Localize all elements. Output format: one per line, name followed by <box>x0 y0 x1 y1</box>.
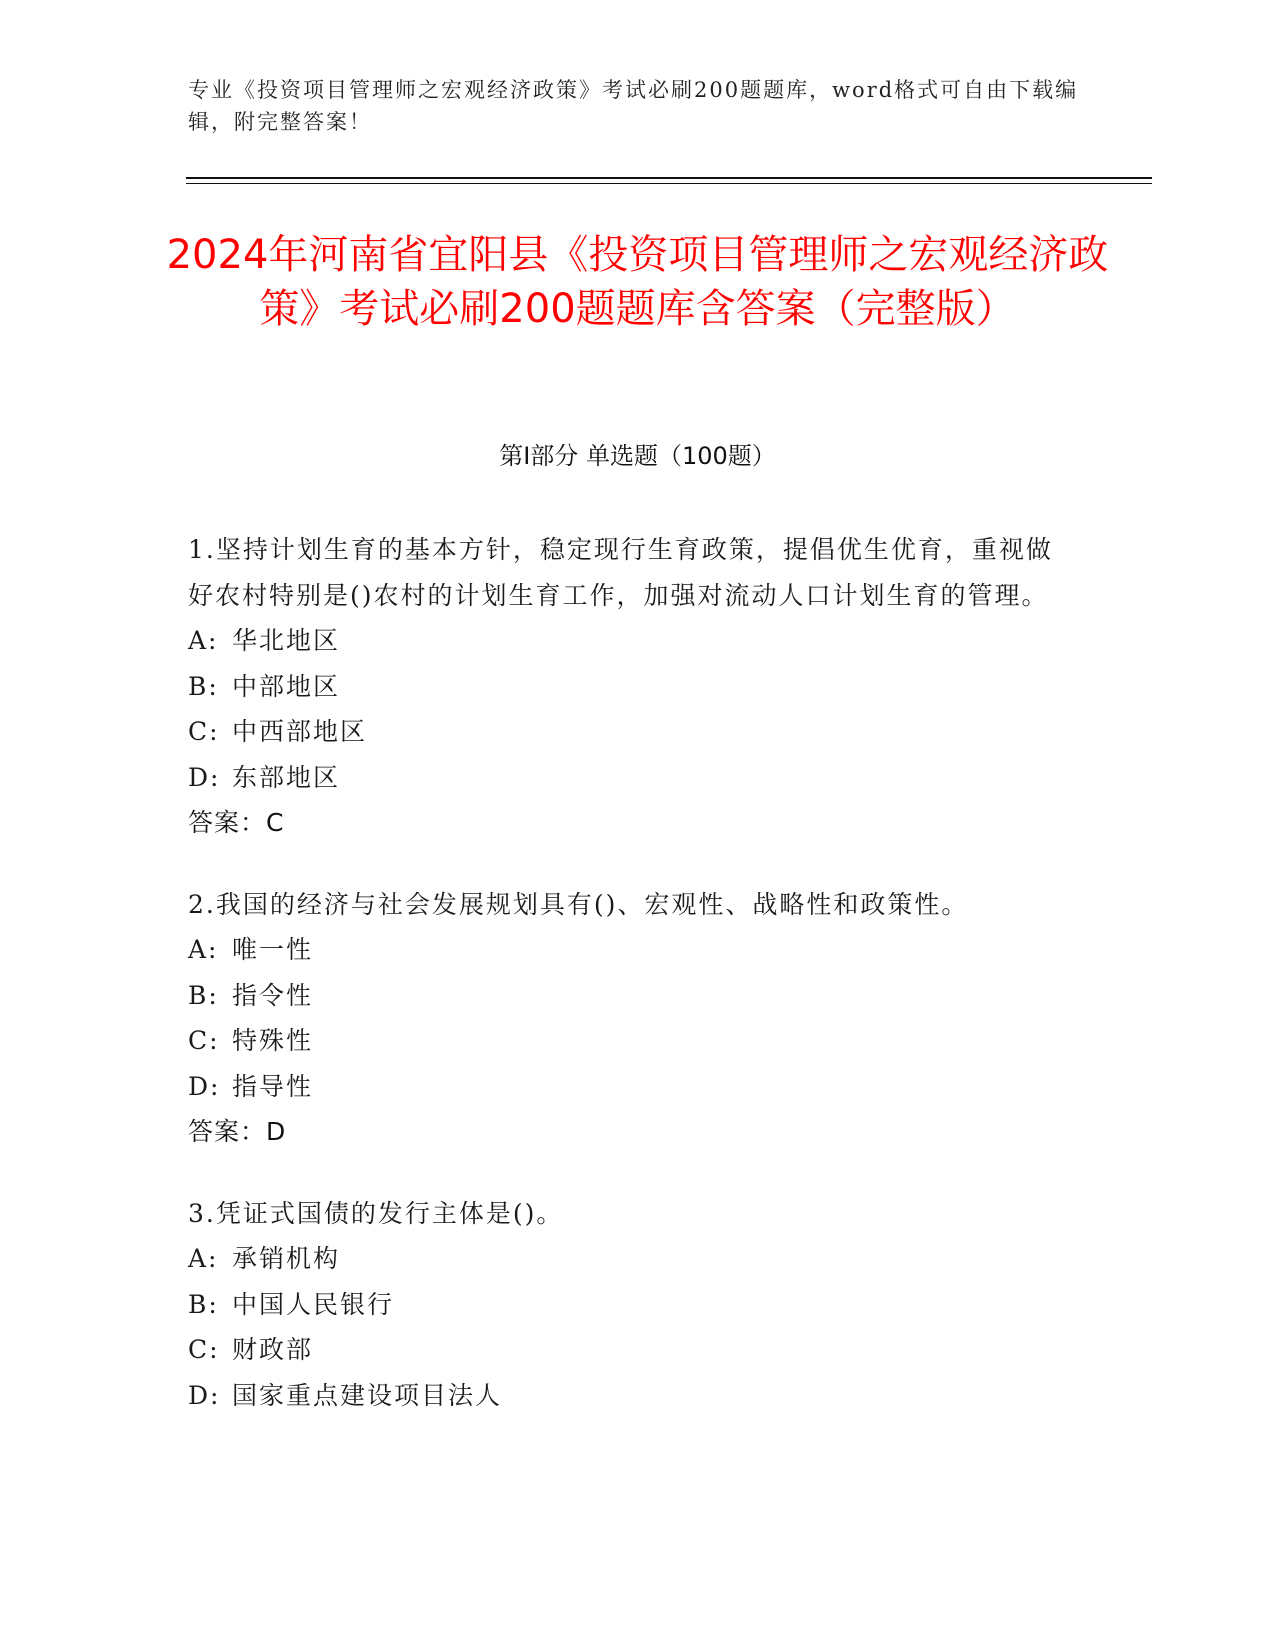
header-rule-thin <box>186 183 1152 184</box>
option-a <box>188 618 1068 664</box>
question-text: 3.凭证式国债的发行主体是()。 <box>188 1198 564 1228</box>
option-c <box>188 709 1068 755</box>
option-text: 承销机构 <box>232 1244 341 1273</box>
option-d <box>188 755 1068 801</box>
option-letter: A: <box>188 626 219 655</box>
option-letter: B: <box>188 1289 219 1319</box>
option-letter: C: <box>188 717 220 746</box>
option-letter: B: <box>188 980 219 1010</box>
question-text: 1.坚持计划生育的基本方针，稳定现行生育政策，提倡优生优育，重视做好农村特别是()农村的计划生育工作，加强对流动人口计划生育的管理。 <box>188 535 1053 610</box>
option-text: 指令性 <box>232 980 314 1010</box>
section-title: 第Ⅰ部分 单选题（100题） <box>499 442 776 470</box>
option-a <box>188 1236 1068 1282</box>
question-list <box>188 527 1068 1454</box>
answer-line: 答案：C <box>188 808 285 837</box>
question-text: 2.我国的经济与社会发展规划具有()、宏观性、战略性和政策性。 <box>188 889 969 919</box>
option-c <box>188 1018 1068 1064</box>
option-d <box>188 1373 1068 1419</box>
option-letter: C: <box>188 1026 220 1055</box>
option-text: 华北地区 <box>232 626 341 655</box>
option-letter: C: <box>188 1335 220 1364</box>
option-letter: D: <box>188 1071 221 1101</box>
header-rule-thick <box>186 177 1152 179</box>
option-d <box>188 1064 1068 1110</box>
option-b <box>188 664 1068 710</box>
option-letter: A: <box>188 1244 219 1273</box>
option-text: 中国人民银行 <box>232 1289 395 1319</box>
option-a <box>188 927 1068 973</box>
option-text: 中西部地区 <box>232 717 368 746</box>
document-title: 2024年河南省宜阳县《投资项目管理师之宏观经济政策》考试必刷200题题库含答案（完整版） <box>166 232 1109 332</box>
option-text: 特殊性 <box>232 1026 314 1055</box>
option-c <box>188 1327 1068 1373</box>
option-text: 国家重点建设项目法人 <box>232 1380 503 1410</box>
option-text: 财政部 <box>232 1335 314 1364</box>
question-2 <box>188 882 1068 1155</box>
option-b <box>188 1282 1068 1328</box>
header-note: 专业《投资项目管理师之宏观经济政策》考试必刷200题题库，word格式可自由下载编辑，附完整答案！ <box>188 78 1079 134</box>
option-letter: D: <box>188 1380 221 1410</box>
option-b <box>188 973 1068 1019</box>
option-text: 唯一性 <box>232 935 314 964</box>
option-letter: A: <box>188 935 219 964</box>
option-letter: D: <box>188 762 221 792</box>
option-letter: B: <box>188 671 219 701</box>
option-text: 中部地区 <box>232 671 341 701</box>
question-1 <box>188 527 1068 846</box>
question-3 <box>188 1191 1068 1419</box>
answer-line: 答案：D <box>188 1117 287 1146</box>
option-text: 东部地区 <box>232 762 341 792</box>
option-text: 指导性 <box>232 1071 314 1101</box>
